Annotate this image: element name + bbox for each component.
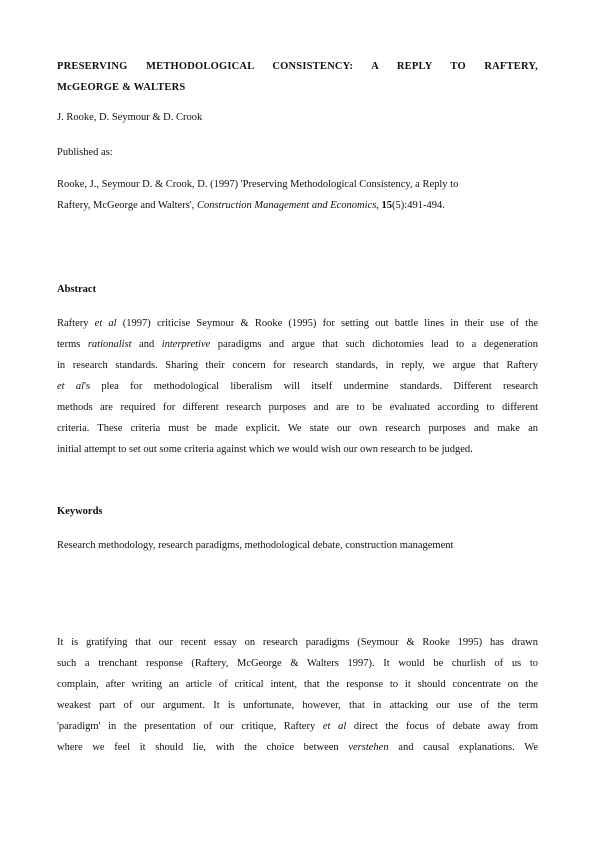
body-line: where we feel it should lie, with the choice between verstehen and causal explanations. We xyxy=(57,742,538,753)
abstract-line: criteria. These criteria must be made explicit. We state our own research purposes and make an xyxy=(57,423,538,434)
title-line-2: McGEORGE & WALTERS xyxy=(57,82,186,93)
body-line: such a trenchant response (Raftery, McGeorge & Walters 1997). It would be churlish of us to xyxy=(57,658,538,669)
abstract-text xyxy=(57,313,538,460)
paper-title xyxy=(57,56,538,98)
abstract-line: methods are required for different research purposes and are to be evaluated according to different xyxy=(57,402,538,413)
citation-line-2: Raftery, McGeorge and Walters', Construction Management and Economics, 15(5):491-494. xyxy=(57,200,445,211)
keywords-text: Research methodology, research paradigms, methodological debate, construction management xyxy=(57,540,454,551)
body-line: 'paradigm' in the presentation of our critique, Raftery et al direct the focus of debate away from xyxy=(57,721,539,732)
published-as-label: Published as: xyxy=(57,147,113,158)
volume: 15 xyxy=(381,200,393,211)
abstract-line: Raftery et al (1997) criticise Seymour & Rooke (1995) for setting out battle lines in their use of the xyxy=(57,318,538,329)
body-text xyxy=(57,632,538,758)
body-line: complain, after writing an article of critical intent, that the response to it should concentrate on the xyxy=(57,679,538,690)
abstract-line: terms rationalist and interpretive paradigms and argue that such dichotomies lead to a degeneration xyxy=(57,339,538,350)
abstract-line: initial attempt to set out some criteria against which we would wish our own research to be judged. xyxy=(57,444,473,455)
body-line: weakest part of our argument. It is unfortunate, however, that in attacking our use of the term xyxy=(57,700,538,711)
journal-name: Construction Management and Economics xyxy=(196,200,377,211)
citation xyxy=(57,174,538,216)
keywords-heading: Keywords xyxy=(57,506,103,517)
title-line-1: PRESERVING METHODOLOGICAL CONSISTENCY: A REPLY TO RAFTERY, xyxy=(57,61,538,72)
abstract-line: et al's plea for methodological liberalism will itself undermine standards. Different research xyxy=(57,381,538,392)
body-line: It is gratifying that our recent essay on research paradigms (Seymour & Rooke 1995) has drawn xyxy=(57,637,538,648)
authors: J. Rooke, D. Seymour & D. Crook xyxy=(57,112,203,123)
abstract-line: in research standards. Sharing their concern for research standards, in reply, we argue that Raftery xyxy=(57,360,538,371)
citation-line-1: Rooke, J., Seymour D. & Crook, D. (1997) 'Preserving Methodological Consistency, a Reply to xyxy=(57,179,459,190)
abstract-heading: Abstract xyxy=(57,284,97,295)
